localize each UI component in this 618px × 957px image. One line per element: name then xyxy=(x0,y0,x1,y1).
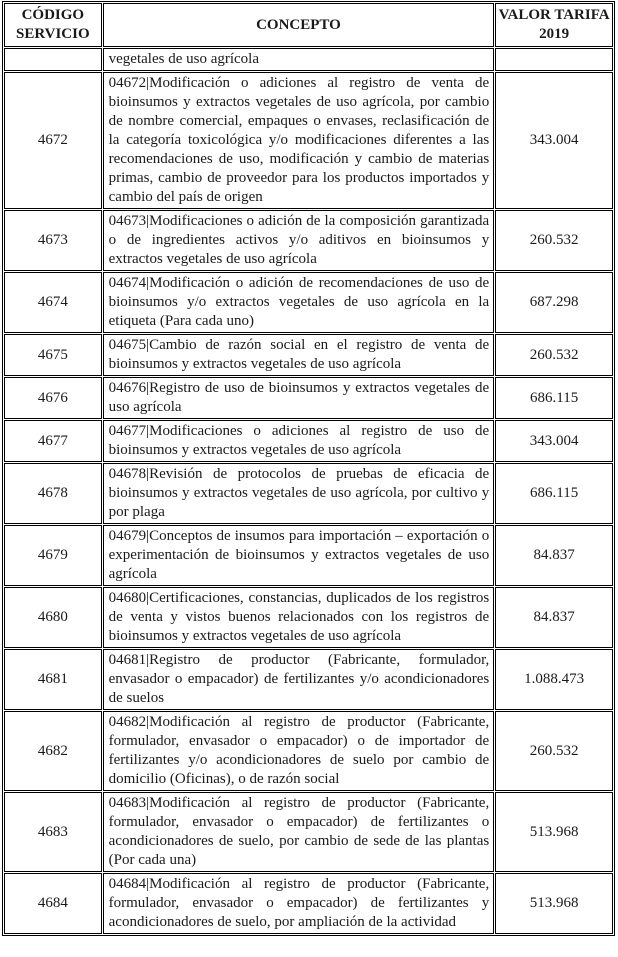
table-header xyxy=(4,3,613,47)
table-row xyxy=(4,72,613,209)
table-row xyxy=(4,272,613,333)
cell-concepto: 04675|Cambio de razón social en el registro de venta de bioinsumos y extractos vegetales de uso agrícola xyxy=(103,334,495,376)
cell-codigo: 4684 xyxy=(4,873,102,934)
header-codigo-servicio: CÓDIGO SERVICIO xyxy=(4,3,102,47)
cell-valor: 260.532 xyxy=(495,711,613,791)
cell-valor: 686.115 xyxy=(495,463,613,524)
table-row xyxy=(4,463,613,524)
cell-concepto: 04684|Modificación al registro de productor (Fabricante, formulador, envasador o empacador) de fertilizantes y acondicionadores de suelo, por ampliación de la actividad xyxy=(103,873,495,934)
cell-concepto: 04676|Registro de uso de bioinsumos y extractos vegetales de uso agrícola xyxy=(103,377,495,419)
cell-concepto: 04673|Modificaciones o adición de la composición garantizada o de ingredientes activos y/o aditivos en bioinsumos y extractos vegetales de uso agrícola xyxy=(103,210,495,271)
table-row xyxy=(4,792,613,872)
cell-concepto: 04681|Registro de productor (Fabricante, formulador, envasador o empacador) de fertilizantes y/o acondicionadores de suelos xyxy=(103,649,495,710)
tariff-table xyxy=(2,1,615,936)
cell-codigo: 4679 xyxy=(4,525,102,586)
table-row xyxy=(4,711,613,791)
cell-codigo xyxy=(4,48,102,71)
cell-valor: 343.004 xyxy=(495,420,613,462)
cell-concepto: 04678|Revisión de protocolos de pruebas de eficacia de bioinsumos y extractos vegetales de uso agrícola, por cultivo y por plaga xyxy=(103,463,495,524)
cell-concepto: 04683|Modificación al registro de productor (Fabricante, formulador, envasador o empacador) de fertilizantes o acondicionadores de suelo, por cambio de sede de las plantas (Por cada una) xyxy=(103,792,495,872)
cell-valor: 84.837 xyxy=(495,525,613,586)
cell-codigo: 4673 xyxy=(4,210,102,271)
cell-valor: 686.115 xyxy=(495,377,613,419)
header-row xyxy=(4,3,613,47)
cell-codigo: 4680 xyxy=(4,587,102,648)
cell-concepto: 04682|Modificación al registro de productor (Fabricante, formulador, envasador o empacador) o de importador de fertilizantes y/o acondicionadores de suelo por cambio de domicilio (Oficinas), o de razón social xyxy=(103,711,495,791)
cell-valor: 513.968 xyxy=(495,792,613,872)
cell-concepto: 04672|Modificación o adiciones al registro de venta de bioinsumos y extractos vegetales de uso agrícola, por cambio de nombre comercial, empaques o envases, reclasificación de la categoría toxicológica y/o modificaciones diferentes a las recomendaciones de uso, modificación y cambio de materias primas, cambio de proveedor para los productos importados y cambio del país de origen xyxy=(103,72,495,209)
cell-codigo: 4677 xyxy=(4,420,102,462)
header-concepto: CONCEPTO xyxy=(103,3,495,47)
cell-codigo: 4682 xyxy=(4,711,102,791)
table-row xyxy=(4,873,613,934)
cell-concepto: vegetales de uso agrícola xyxy=(103,48,495,71)
cell-codigo: 4683 xyxy=(4,792,102,872)
table-row xyxy=(4,334,613,376)
cell-valor: 513.968 xyxy=(495,873,613,934)
table-row xyxy=(4,587,613,648)
cell-valor xyxy=(495,48,613,71)
cell-valor: 1.088.473 xyxy=(495,649,613,710)
cell-codigo: 4675 xyxy=(4,334,102,376)
table-row xyxy=(4,210,613,271)
cell-valor: 687.298 xyxy=(495,272,613,333)
table-row xyxy=(4,377,613,419)
cell-valor: 260.532 xyxy=(495,210,613,271)
table-body xyxy=(4,48,613,934)
cell-codigo: 4676 xyxy=(4,377,102,419)
header-valor-tarifa: VALOR TARIFA 2019 xyxy=(495,3,613,47)
cell-concepto: 04674|Modificación o adición de recomendaciones de uso de bioinsumos y/o extractos vegetales de uso agrícola en la etiqueta (Para cada uno) xyxy=(103,272,495,333)
cell-valor: 343.004 xyxy=(495,72,613,209)
cell-concepto: 04677|Modificaciones o adiciones al registro de uso de bioinsumos y extractos vegetales de uso agrícola xyxy=(103,420,495,462)
cell-codigo: 4678 xyxy=(4,463,102,524)
cell-codigo: 4681 xyxy=(4,649,102,710)
cell-valor: 84.837 xyxy=(495,587,613,648)
table-row xyxy=(4,649,613,710)
cell-codigo: 4672 xyxy=(4,72,102,209)
cell-valor: 260.532 xyxy=(495,334,613,376)
table-row xyxy=(4,420,613,462)
cell-concepto: 04679|Conceptos de insumos para importación – exportación o experimentación de bioinsumos y extractos vegetales de uso agrícola xyxy=(103,525,495,586)
table-row xyxy=(4,525,613,586)
cell-concepto: 04680|Certificaciones, constancias, duplicados de los registros de venta y vistos buenos relacionados con los registros de bioinsumos y extractos vegetales de uso agrícola xyxy=(103,587,495,648)
cell-codigo: 4674 xyxy=(4,272,102,333)
table-row xyxy=(4,48,613,71)
